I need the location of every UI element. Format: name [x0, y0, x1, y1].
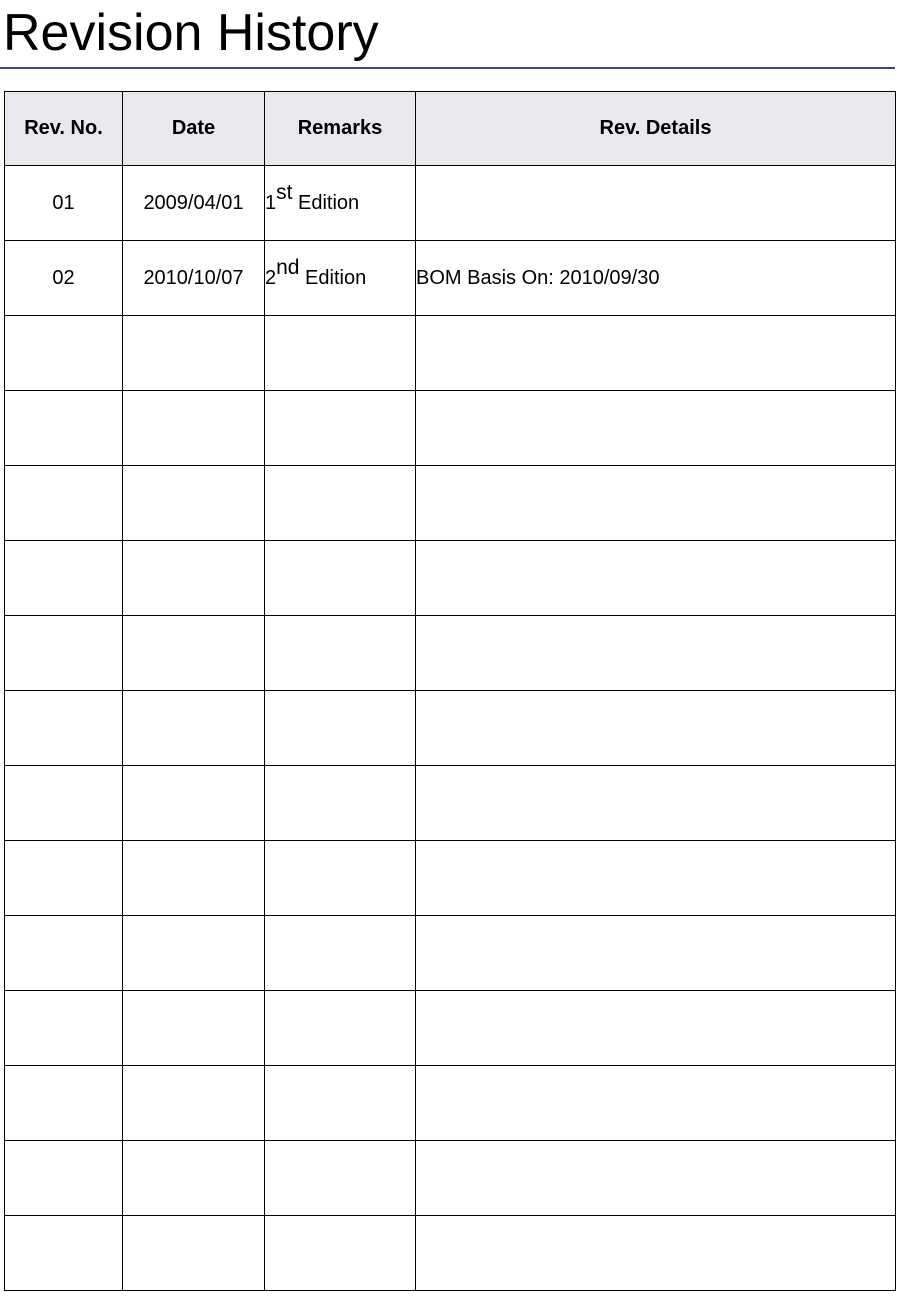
remarks-text: Edition — [292, 191, 360, 214]
cell-rev-details — [416, 391, 896, 466]
table-row-empty — [5, 616, 896, 691]
cell-rev-details — [416, 166, 896, 241]
remarks-ordinal-suffix: st — [276, 180, 293, 204]
cell-rev-details — [416, 991, 896, 1066]
table-row-empty — [5, 391, 896, 466]
cell-remarks — [265, 1216, 416, 1291]
cell-rev-details — [416, 841, 896, 916]
table-row-empty — [5, 541, 896, 616]
cell-date — [123, 616, 265, 691]
cell-rev-no — [5, 616, 123, 691]
cell-rev-details — [416, 691, 896, 766]
cell-remarks — [265, 841, 416, 916]
cell-date — [123, 1066, 265, 1141]
cell-rev-no — [5, 466, 123, 541]
cell-remarks — [265, 766, 416, 841]
title-underline — [0, 67, 895, 69]
header-remarks: Remarks — [265, 92, 416, 166]
cell-rev-no — [5, 541, 123, 616]
cell-date — [123, 766, 265, 841]
cell-date — [123, 1216, 265, 1291]
table-row-empty — [5, 466, 896, 541]
cell-rev-no — [5, 391, 123, 466]
page-title: Revision History — [3, 4, 379, 62]
remarks-number: 2 — [265, 266, 277, 289]
cell-remarks — [265, 466, 416, 541]
cell-rev-no — [5, 1216, 123, 1291]
table-row-empty — [5, 1216, 896, 1291]
remarks-ordinal-suffix: nd — [276, 255, 300, 279]
cell-rev-no — [5, 916, 123, 991]
cell-date — [123, 1141, 265, 1216]
table-row-empty — [5, 766, 896, 841]
cell-rev-no — [5, 691, 123, 766]
cell-date — [123, 691, 265, 766]
cell-rev-details — [416, 616, 896, 691]
table-row-empty — [5, 316, 896, 391]
cell-date — [123, 316, 265, 391]
table-row — [5, 241, 896, 316]
table-row-empty — [5, 1141, 896, 1216]
cell-remarks — [265, 316, 416, 391]
cell-remarks — [265, 391, 416, 466]
cell-date — [123, 391, 265, 466]
cell-rev-no — [5, 841, 123, 916]
cell-rev-details — [416, 766, 896, 841]
cell-rev-details — [416, 466, 896, 541]
cell-remarks — [265, 1141, 416, 1216]
cell-date — [123, 841, 265, 916]
cell-date — [123, 991, 265, 1066]
cell-rev-details — [416, 1141, 896, 1216]
cell-rev-details — [416, 916, 896, 991]
cell-date: 2010/10/07 — [123, 241, 265, 316]
cell-date — [123, 916, 265, 991]
cell-rev-no: 01 — [5, 166, 123, 241]
cell-rev-no — [5, 766, 123, 841]
cell-remarks — [265, 241, 416, 316]
cell-remarks — [265, 991, 416, 1066]
table-row-empty — [5, 841, 896, 916]
cell-date: 2009/04/01 — [123, 166, 265, 241]
table-header-row — [5, 92, 896, 166]
cell-remarks — [265, 541, 416, 616]
revision-table — [4, 91, 896, 1291]
cell-date — [123, 466, 265, 541]
cell-remarks — [265, 1066, 416, 1141]
cell-remarks — [265, 691, 416, 766]
cell-rev-no: 02 — [5, 241, 123, 316]
cell-rev-no — [5, 991, 123, 1066]
cell-rev-details — [416, 1066, 896, 1141]
remarks-text: Edition — [299, 266, 367, 289]
table-row-empty — [5, 991, 896, 1066]
table-row-empty — [5, 691, 896, 766]
header-date: Date — [123, 92, 265, 166]
cell-date — [123, 541, 265, 616]
cell-remarks — [265, 616, 416, 691]
cell-remarks — [265, 916, 416, 991]
cell-rev-details — [416, 1216, 896, 1291]
cell-rev-no — [5, 316, 123, 391]
table-row — [5, 166, 896, 241]
cell-rev-details — [416, 316, 896, 391]
cell-rev-no — [5, 1066, 123, 1141]
header-rev-no: Rev. No. — [5, 92, 123, 166]
table-row-empty — [5, 1066, 896, 1141]
cell-rev-details — [416, 541, 896, 616]
cell-rev-details: BOM Basis On: 2010/09/30 — [416, 241, 896, 316]
remarks-number: 1 — [265, 191, 277, 214]
cell-rev-no — [5, 1141, 123, 1216]
table-row-empty — [5, 916, 896, 991]
header-rev-details: Rev. Details — [416, 92, 896, 166]
cell-remarks — [265, 166, 416, 241]
